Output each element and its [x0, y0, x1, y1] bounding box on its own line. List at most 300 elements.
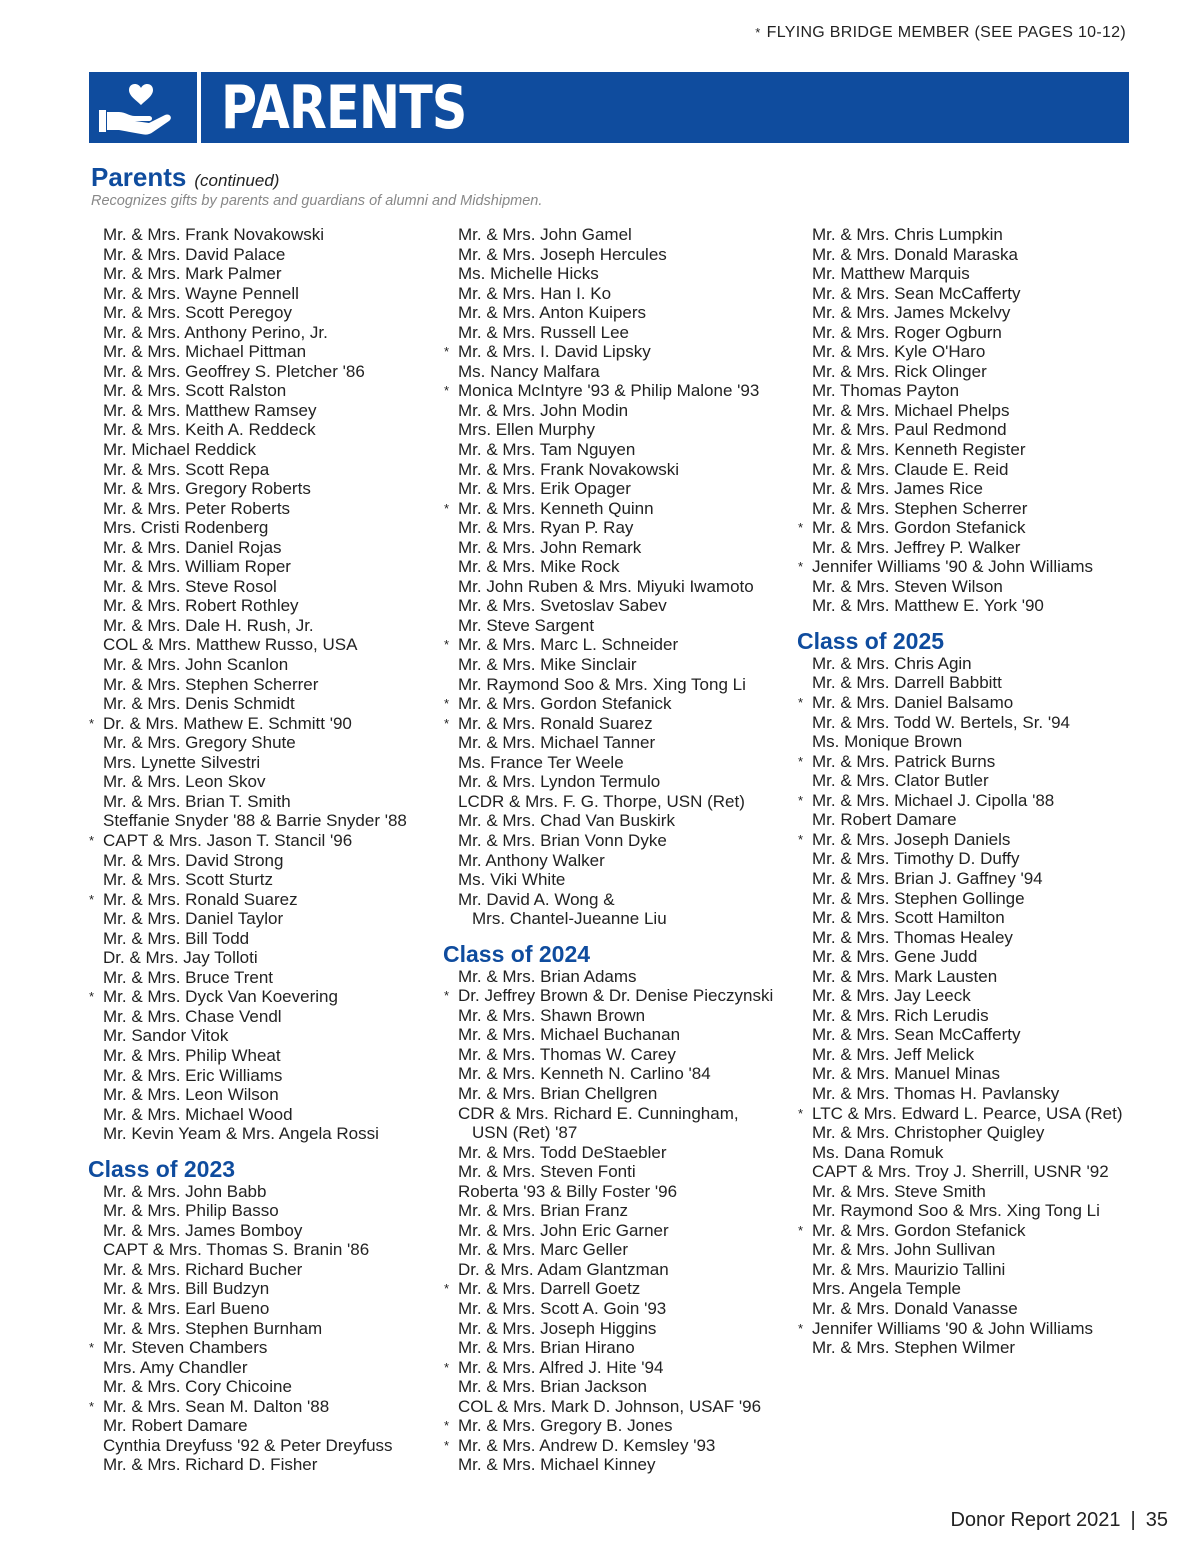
donor-name-text: Mr. & Mrs. Stephen Burnham — [103, 1318, 323, 1338]
donor-name — [443, 538, 788, 558]
donor-name-text: Mr. & Mrs. Kyle O'Haro — [812, 342, 986, 362]
donor-name-text: Mr. & Mrs. Stephen Wilmer — [812, 1338, 1016, 1358]
donor-name-text: Mr. & Mrs. Stephen Scherrer — [103, 674, 319, 694]
donor-name — [797, 1221, 1142, 1241]
flying-bridge-note-text: FLYING BRIDGE MEMBER (SEE PAGES 10-12) — [766, 24, 1126, 41]
donor-name-text: Mr. & Mrs. Frank Novakowski — [103, 225, 325, 244]
donor-name — [88, 1319, 433, 1339]
donor-name — [88, 1416, 433, 1436]
donor-name-text: Ms. Monique Brown — [812, 732, 963, 752]
donor-name-text: Mr. & Mrs. Stephen Scherrer — [812, 498, 1028, 518]
donor-name-text: Mr. & Mrs. Eric Williams — [103, 1065, 283, 1085]
donor-name-text: Mr. & Mrs. Gordon Stefanick — [812, 518, 1026, 538]
donor-name — [443, 694, 788, 714]
donor-name — [797, 654, 1142, 674]
donor-name-text: Mr. & Mrs. Brian Adams — [458, 966, 637, 986]
donor-column-2 — [443, 225, 788, 1475]
donor-name — [443, 1143, 788, 1163]
donor-name — [443, 714, 788, 734]
donor-column-3 — [797, 225, 1142, 1358]
donor-name-text: Cynthia Dreyfuss '92 & Peter Dreyfuss — [103, 1435, 393, 1455]
donor-name-text: Mr. & Mrs. Gregory Shute — [103, 733, 296, 753]
banner-title: PARENTS — [221, 73, 467, 143]
donor-name — [443, 225, 788, 245]
donor-name-text: Mr. & Mrs. Daniel Taylor — [103, 909, 284, 929]
donor-name — [88, 1026, 433, 1046]
donor-name — [443, 596, 788, 616]
donor-name-text: Mr. & Mrs. Erik Opager — [458, 479, 631, 499]
flying-bridge-star-icon: * — [444, 1437, 450, 1453]
donor-name-text: Mr. & Mrs. Brian Vonn Dyke — [458, 830, 667, 850]
donor-name — [88, 694, 433, 714]
donor-name-text: Mr. & Mrs. Russell Lee — [458, 322, 629, 342]
donor-name — [443, 635, 788, 655]
donor-name — [88, 851, 433, 871]
donor-name-text: LTC & Mrs. Edward L. Pearce, USA (Ret) — [812, 1103, 1123, 1123]
donor-name-text: Mr. & Mrs. Tam Nguyen — [458, 440, 636, 460]
donor-name — [797, 1025, 1142, 1045]
flying-bridge-star-icon: * — [89, 715, 95, 731]
donor-name — [443, 1377, 788, 1397]
donor-name — [443, 401, 788, 421]
donor-name-text: Mr. & Mrs. Manuel Minas — [812, 1064, 1000, 1084]
donor-name — [797, 713, 1142, 733]
donor-name-text: Mr. & Mrs. Leon Skov — [103, 772, 266, 792]
flying-bridge-star-icon: * — [798, 695, 804, 711]
donor-name-text: Mr. & Mrs. Scott A. Goin '93 — [458, 1298, 667, 1318]
donor-name — [88, 499, 433, 519]
donor-name-text: Mr. & Mrs. Steven Wilson — [812, 576, 1003, 596]
donor-name-text: Mr. & Mrs. Donald Vanasse — [812, 1298, 1018, 1318]
donor-name-text: Mr. & Mrs. Frank Novakowski — [458, 459, 680, 479]
donor-name-text: Mr. & Mrs. Joseph Hercules — [458, 244, 667, 264]
donor-name-text: Roberta '93 & Billy Foster '96 — [458, 1181, 678, 1201]
donor-name-text: Mr. & Mrs. Michael Kinney — [458, 1455, 656, 1475]
donor-name — [443, 909, 788, 929]
donor-name-text: Mr. & Mrs. Bill Budzyn — [103, 1279, 270, 1299]
donor-name — [88, 987, 433, 1007]
donor-name — [443, 851, 788, 871]
donor-name-text: Mr. & Mrs. Todd W. Bertels, Sr. '94 — [812, 712, 1071, 732]
donor-name — [443, 831, 788, 851]
flying-bridge-star-icon: * — [444, 383, 450, 399]
donor-name — [443, 1006, 788, 1026]
donor-name — [797, 1279, 1142, 1299]
donor-name-text: Mr. & Mrs. Claude E. Reid — [812, 459, 1009, 479]
donor-name-text: Mr. David A. Wong & — [458, 889, 615, 909]
donor-name — [797, 967, 1142, 987]
donor-name-text: Mr. John Ruben & Mrs. Miyuki Iwamoto — [458, 576, 754, 596]
donor-name — [797, 518, 1142, 538]
donor-name — [443, 1182, 788, 1202]
donor-name — [443, 1358, 788, 1378]
flying-bridge-star-icon: * — [798, 1105, 804, 1121]
donor-name-text: Mr. & Mrs. Dale H. Rush, Jr. — [103, 615, 314, 635]
donor-name-text: Mr. & Mrs. John Scanlon — [103, 655, 289, 675]
donor-name-text: Mr. & Mrs. Rich Lerudis — [812, 1005, 989, 1025]
donor-name — [88, 890, 433, 910]
donor-name-text: Mr. & Mrs. Gene Judd — [812, 947, 978, 967]
donor-name-text: Mr. & Mrs. Darrell Babbitt — [812, 673, 1002, 693]
donor-name-text: Mr. & Mrs. Christopher Quigley — [812, 1123, 1045, 1143]
donor-name-text: Mr. & Mrs. Geoffrey S. Pletcher '86 — [103, 361, 365, 381]
donor-name-text: Mr. & Mrs. Maurizio Tallini — [812, 1259, 1006, 1279]
donor-name — [443, 323, 788, 343]
donor-name — [797, 1006, 1142, 1026]
donor-name-text: Mr. & Mrs. Stephen Gollinge — [812, 888, 1025, 908]
donor-name-text: Mr. & Mrs. Michael Pittman — [103, 342, 307, 362]
donor-name — [797, 440, 1142, 460]
donor-name-text: Mr. & Mrs. Steve Smith — [812, 1181, 986, 1201]
donor-name-text: Ms. Dana Romuk — [812, 1142, 944, 1162]
donor-name-text: Jennifer Williams '90 & John Williams — [812, 1318, 1093, 1338]
donor-name — [443, 733, 788, 753]
donor-name — [443, 1104, 788, 1124]
donor-name — [797, 284, 1142, 304]
donor-name — [797, 499, 1142, 519]
donor-name-text: Mr. & Mrs. John Eric Garner — [458, 1220, 669, 1240]
donor-name — [443, 890, 788, 910]
donor-name-text: Mr. & Mrs. John Modin — [458, 400, 629, 420]
donor-name — [88, 1279, 433, 1299]
donor-name-text: Mr. & Mrs. Steven Fonti — [458, 1162, 636, 1182]
donor-name-text: Mr. & Mrs. Cory Chicoine — [103, 1377, 292, 1397]
donor-name — [797, 830, 1142, 850]
donor-name-text: Mr. & Mrs. Jeffrey P. Walker — [812, 537, 1021, 557]
donor-name-text: Mr. & Mrs. Philip Basso — [103, 1201, 279, 1221]
donor-name — [88, 362, 433, 382]
donor-name-text: Mr. & Mrs. Bruce Trent — [103, 967, 274, 987]
donor-name — [88, 1260, 433, 1280]
flying-bridge-note — [755, 24, 1126, 42]
donor-name-text: Dr. & Mrs. Mathew E. Schmitt '90 — [103, 713, 352, 733]
donor-name-text: Mr. & Mrs. Ryan P. Ray — [458, 518, 634, 538]
donor-name-text: Mr. & Mrs. Gordon Stefanick — [458, 694, 672, 714]
donor-name-text: Mr. & Mrs. Scott Hamilton — [812, 908, 1005, 928]
donor-name-text: Mr. & Mrs. Jay Leeck — [812, 986, 971, 1006]
donor-name-text: Mr. & Mrs. Richard Bucher — [103, 1259, 303, 1279]
donor-name — [88, 420, 433, 440]
donor-name-text: Mr. & Mrs. Brian T. Smith — [103, 791, 291, 811]
donor-name — [88, 870, 433, 890]
donor-name — [797, 732, 1142, 752]
flying-bridge-star-icon: * — [798, 520, 804, 536]
donor-name-text: Mr. & Mrs. John Remark — [458, 537, 642, 557]
flying-bridge-star-icon: * — [89, 832, 95, 848]
donor-name-text: CAPT & Mrs. Thomas S. Branin '86 — [103, 1240, 370, 1260]
donor-name-text: Mr. & Mrs. Daniel Rojas — [103, 537, 282, 557]
donor-name-text: Mr. & Mrs. Marc Geller — [458, 1240, 629, 1260]
donor-name-text: CDR & Mrs. Richard E. Cunningham, — [458, 1103, 739, 1123]
donor-name — [797, 869, 1142, 889]
flying-bridge-star-icon: * — [444, 500, 450, 516]
donor-name-text: Mr. & Mrs. Ronald Suarez — [458, 713, 653, 733]
donor-name — [797, 1084, 1142, 1104]
donor-name — [797, 947, 1142, 967]
donor-name-text: Mr. & Mrs. Roger Ogburn — [812, 322, 1002, 342]
donor-name — [443, 1397, 788, 1417]
donor-name-text: Mr. & Mrs. John Babb — [103, 1181, 267, 1201]
flying-bridge-star-icon: * — [444, 715, 450, 731]
donor-name-text: Ms. Nancy Malfara — [458, 361, 600, 381]
donor-name — [88, 1046, 433, 1066]
donor-name-text: Mr. & Mrs. Chris Lumpkin — [812, 225, 1003, 244]
donor-name — [88, 1358, 433, 1378]
donor-name — [797, 596, 1142, 616]
donor-name-text: Mrs. Cristi Rodenberg — [103, 518, 269, 538]
donor-name — [443, 1436, 788, 1456]
donor-name-text: Mr. Steven Chambers — [103, 1338, 268, 1358]
donor-name — [88, 1436, 433, 1456]
class-heading: Class of 2024 — [443, 940, 591, 967]
donor-name — [797, 557, 1142, 577]
donor-name — [443, 1319, 788, 1339]
donor-name — [443, 420, 788, 440]
donor-name — [443, 655, 788, 675]
donor-name-text: Mr. & Mrs. Kenneth N. Carlino '84 — [458, 1064, 711, 1084]
donor-name — [797, 908, 1142, 928]
donor-name — [797, 303, 1142, 323]
donor-name — [797, 460, 1142, 480]
donor-name — [797, 1338, 1142, 1358]
donor-name-text: Steffanie Snyder '88 & Barrie Snyder '88 — [103, 811, 407, 831]
donor-name — [797, 889, 1142, 909]
donor-name-text: Mr. & Mrs. Bill Todd — [103, 928, 250, 948]
donor-name — [443, 986, 788, 1006]
donor-name — [443, 1240, 788, 1260]
donor-name — [88, 1240, 433, 1260]
donor-name — [797, 1299, 1142, 1319]
donor-name-text: Mr. Michael Reddick — [103, 440, 257, 460]
flying-bridge-star-icon: * — [798, 1320, 804, 1336]
hand-holding-heart-icon — [89, 72, 195, 143]
donor-name-text: Mr. & Mrs. William Roper — [103, 557, 291, 577]
donor-name-text: Ms. Viki White — [458, 870, 566, 890]
donor-name-text: LCDR & Mrs. F. G. Thorpe, USN (Ret) — [458, 791, 745, 811]
donor-name — [88, 772, 433, 792]
donor-name — [88, 968, 433, 988]
donor-name — [797, 849, 1142, 869]
donor-name — [443, 460, 788, 480]
donor-name — [443, 499, 788, 519]
page-number: 35 — [1145, 1509, 1168, 1531]
donor-name-text: Mr. & Mrs. Donald Maraska — [812, 244, 1018, 264]
donor-name — [797, 362, 1142, 382]
donor-name — [797, 401, 1142, 421]
donor-name — [443, 1162, 788, 1182]
donor-name — [443, 264, 788, 284]
donor-name — [88, 518, 433, 538]
donor-name-text: Mr. & Mrs. Todd DeStaebler — [458, 1142, 667, 1162]
donor-name-text: Mr. & Mrs. Lyndon Termulo — [458, 772, 661, 792]
donor-name-text: Mr. & Mrs. James Rice — [812, 479, 983, 499]
donor-name-text: Mr. & Mrs. Kenneth Register — [812, 440, 1026, 460]
donor-name — [443, 577, 788, 597]
donor-name-text: Mr. & Mrs. Dyck Van Koevering — [103, 987, 338, 1007]
donor-name — [88, 577, 433, 597]
donor-name-text: Mrs. Amy Chandler — [103, 1357, 248, 1377]
donor-name — [88, 1221, 433, 1241]
donor-name-text: Mr. & Mrs. Han I. Ko — [458, 283, 612, 303]
donor-name — [443, 967, 788, 987]
donor-name — [797, 928, 1142, 948]
donor-name-text: Mr. & Mrs. Earl Bueno — [103, 1298, 270, 1318]
donor-name — [797, 264, 1142, 284]
donor-name-text: Mr. & Mrs. Kenneth Quinn — [458, 498, 654, 518]
flying-bridge-star-icon: * — [444, 696, 450, 712]
donor-name-text: Mr. & Mrs. Robert Rothley — [103, 596, 299, 616]
donor-name-text: Mr. & Mrs. James Bomboy — [103, 1220, 303, 1240]
donor-name-text: COL & Mrs. Matthew Russo, USA — [103, 635, 358, 655]
donor-name — [797, 1240, 1142, 1260]
donor-column-1 — [88, 225, 433, 1475]
donor-name-text: Mr. & Mrs. Chase Vendl — [103, 1006, 282, 1026]
flying-bridge-star-icon: * — [798, 753, 804, 769]
donor-name-text: Mr. & Mrs. Thomas H. Pavlansky — [812, 1083, 1060, 1103]
donor-name — [88, 323, 433, 343]
donor-name-text: Mr. Thomas Payton — [812, 381, 960, 401]
flying-bridge-star-icon: * — [89, 891, 95, 907]
donor-name — [88, 1377, 433, 1397]
donor-name-text: Mr. & Mrs. Alfred J. Hite '94 — [458, 1357, 664, 1377]
donor-name — [797, 381, 1142, 401]
donor-name — [443, 1338, 788, 1358]
donor-name-text: Mrs. Ellen Murphy — [458, 420, 595, 440]
donor-name — [88, 909, 433, 929]
donor-name-text: Mr. & Mrs. Darrell Goetz — [458, 1279, 641, 1299]
donor-name — [88, 342, 433, 362]
donor-name-text: Mr. & Mrs. Timothy D. Duffy — [812, 849, 1020, 869]
donor-name — [443, 362, 788, 382]
donor-name — [797, 479, 1142, 499]
section-banner — [89, 72, 1129, 143]
donor-name-text: Mr. & Mrs. Paul Redmond — [812, 420, 1007, 440]
donor-name-text: Mr. & Mrs. Matthew Ramsey — [103, 400, 317, 420]
donor-name — [443, 440, 788, 460]
donor-name-text: Mr. & Mrs. Sean McCafferty — [812, 283, 1021, 303]
donor-name — [443, 792, 788, 812]
donor-name-text: Jennifer Williams '90 & John Williams — [812, 557, 1093, 577]
donor-name — [88, 1201, 433, 1221]
donor-name — [88, 1124, 433, 1144]
donor-name — [88, 264, 433, 284]
donor-name-text: Mr. & Mrs. John Gamel — [458, 225, 632, 244]
donor-name-text: Mr. & Mrs. David Strong — [103, 850, 284, 870]
donor-name — [797, 752, 1142, 772]
donor-name — [443, 1084, 788, 1104]
donor-name-text: Mr. Anthony Walker — [458, 850, 605, 870]
donor-name-text: Mr. & Mrs. Joseph Higgins — [458, 1318, 657, 1338]
donor-name — [443, 1221, 788, 1241]
donor-name-text: Mrs. Angela Temple — [812, 1279, 961, 1299]
donor-name — [443, 1279, 788, 1299]
donor-name-text: Mr. & Mrs. Mark Lausten — [812, 966, 998, 986]
donor-name — [797, 810, 1142, 830]
donor-name — [443, 1299, 788, 1319]
donor-name — [88, 1007, 433, 1027]
donor-name — [443, 1260, 788, 1280]
donor-name — [88, 831, 433, 851]
donor-name — [443, 772, 788, 792]
donor-name — [797, 673, 1142, 693]
donor-name — [443, 870, 788, 890]
donor-name-text: Ms. Michelle Hicks — [458, 264, 599, 284]
donor-name-text: Mr. & Mrs. Mark Palmer — [103, 264, 282, 284]
donor-name — [797, 1260, 1142, 1280]
flying-bridge-star-icon: * — [444, 1418, 450, 1434]
donor-name — [88, 675, 433, 695]
donor-name-text: Ms. France Ter Weele — [458, 752, 624, 772]
donor-name — [88, 245, 433, 265]
donor-name-text: Mr. Raymond Soo & Mrs. Xing Tong Li — [812, 1201, 1100, 1221]
donor-name — [443, 1045, 788, 1065]
footer-separator: | — [1130, 1509, 1136, 1531]
donor-name-text: USN (Ret) '87 — [472, 1123, 578, 1143]
donor-name — [88, 635, 433, 655]
donor-name — [443, 1064, 788, 1084]
section-subtitle: Recognizes gifts by parents and guardians of alumni and Midshipmen. — [91, 193, 543, 209]
donor-name — [443, 381, 788, 401]
donor-name-text: Mr. & Mrs. John Sullivan — [812, 1240, 996, 1260]
donor-name — [88, 948, 433, 968]
donor-name-text: Mr. & Mrs. Mike Rock — [458, 557, 620, 577]
donor-name-text: Mrs. Chantel-Jueanne Liu — [472, 909, 667, 929]
page-footer — [950, 1509, 1168, 1532]
donor-name — [88, 1066, 433, 1086]
donor-name — [88, 1397, 433, 1417]
donor-name — [88, 303, 433, 323]
flying-bridge-star-icon: * — [798, 559, 804, 575]
donor-name-text: Mr. & Mrs. Keith A. Reddeck — [103, 420, 316, 440]
donor-name-text: COL & Mrs. Mark D. Johnson, USAF '96 — [458, 1396, 762, 1416]
donor-name — [797, 1143, 1142, 1163]
donor-name-text: Mr. & Mrs. Leon Wilson — [103, 1085, 279, 1105]
donor-name-text: Dr. & Mrs. Adam Glantzman — [458, 1259, 669, 1279]
donor-name — [88, 401, 433, 421]
section-heading-continued: (continued) — [194, 171, 280, 190]
donor-name — [88, 381, 433, 401]
flying-bridge-star-icon: * — [798, 792, 804, 808]
donor-name-text: Mr. & Mrs. Ronald Suarez — [103, 889, 298, 909]
donor-name-text: Mr. & Mrs. Mike Sinclair — [458, 655, 637, 675]
donor-name-text: Dr. Jeffrey Brown & Dr. Denise Pieczynski — [458, 986, 774, 1006]
donor-name-text: Mr. & Mrs. Peter Roberts — [103, 498, 291, 518]
donor-name — [88, 655, 433, 675]
donor-name — [88, 479, 433, 499]
donor-name-text: Mr. & Mrs. Svetoslav Sabev — [458, 596, 667, 616]
donor-name-text: Mr. & Mrs. Michael J. Cipolla '88 — [812, 790, 1055, 810]
donor-name — [797, 771, 1142, 791]
donor-name — [797, 323, 1142, 343]
donor-name-text: Mr. & Mrs. Scott Peregoy — [103, 303, 292, 323]
donor-name — [88, 929, 433, 949]
donor-name — [797, 420, 1142, 440]
donor-name — [443, 557, 788, 577]
donor-name — [443, 303, 788, 323]
donor-name-text: Mr. & Mrs. Denis Schmidt — [103, 694, 295, 714]
donor-name — [443, 1123, 788, 1143]
donor-name-text: Mr. & Mrs. Anton Kuipers — [458, 303, 647, 323]
donor-name-text: Mr. Kevin Yeam & Mrs. Angela Rossi — [103, 1124, 379, 1144]
donor-name-text: Mr. & Mrs. Joseph Daniels — [812, 829, 1011, 849]
flying-bridge-star-icon: * — [444, 1281, 450, 1297]
section-heading-title: Parents — [91, 162, 187, 192]
donor-name-text: Mr. & Mrs. Clator Butler — [812, 771, 989, 791]
donor-name — [797, 1182, 1142, 1202]
donor-name — [88, 811, 433, 831]
donor-name — [443, 753, 788, 773]
donor-name-text: Mr. & Mrs. Patrick Burns — [812, 751, 996, 771]
